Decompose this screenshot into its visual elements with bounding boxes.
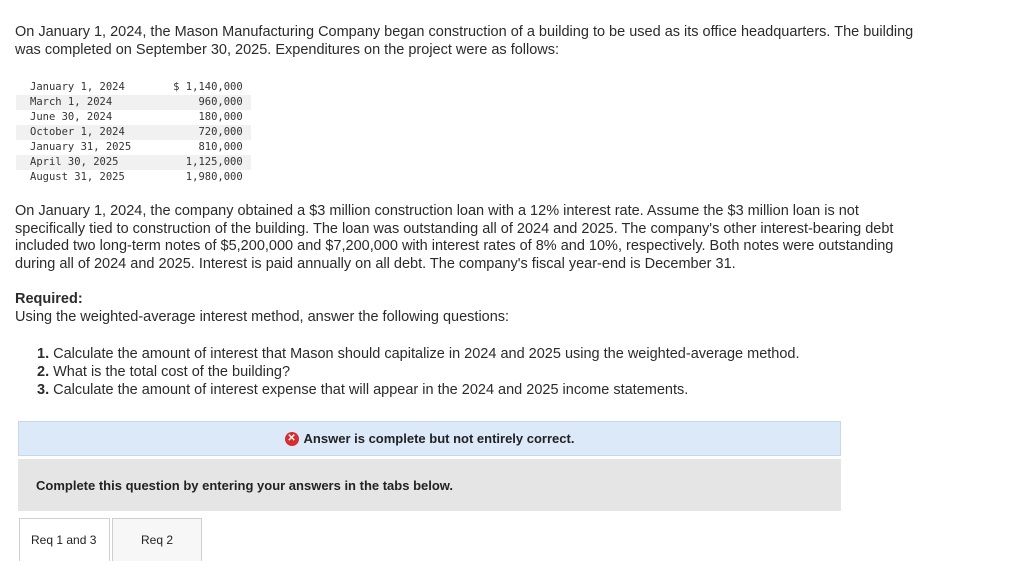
table-row bbox=[16, 95, 251, 110]
question-text: What is the total cost of the building? bbox=[53, 364, 291, 380]
expenditure-amount: 1,125,000 bbox=[139, 155, 251, 170]
expenditure-date: January 31, 2025 bbox=[30, 141, 132, 153]
expenditure-amount: 180,000 bbox=[198, 111, 243, 123]
expenditure-date: January 1, 2024 bbox=[30, 81, 125, 93]
question-item bbox=[37, 345, 800, 363]
expenditure-amount: 960,000 bbox=[139, 95, 251, 110]
tab-req-1-and-3[interactable] bbox=[19, 518, 110, 561]
question-text: Calculate the amount of interest that Mason should capitalize in 2024 and 2025 using the weighted-average method. bbox=[53, 346, 800, 362]
question-number: 2. bbox=[37, 364, 50, 380]
tab-label: Req 1 and 3 bbox=[31, 533, 97, 547]
table-row bbox=[16, 170, 251, 185]
question-number: 1. bbox=[37, 346, 50, 362]
question-text: Calculate the amount of interest expense that will appear in the 2024 and 2025 income statements. bbox=[53, 382, 689, 398]
instruction-text: Complete this question by entering your answers in the tabs below. bbox=[36, 477, 454, 493]
expenditure-amount: 810,000 bbox=[198, 141, 243, 153]
expenditure-amount: 1,980,000 bbox=[185, 171, 243, 183]
question-list bbox=[37, 345, 800, 399]
table-row bbox=[16, 155, 251, 170]
answer-status-text: Answer is complete but not entirely correct. bbox=[303, 431, 575, 446]
question-item bbox=[37, 363, 800, 381]
tab-req-2[interactable] bbox=[112, 518, 202, 561]
tab-label: Req 2 bbox=[141, 533, 174, 547]
x-circle-icon: ✕ bbox=[285, 432, 299, 446]
problem-intro: On January 1, 2024, the Mason Manufacturing Company began construction of a building to be used as its office headquarters. The building was completed on September 30, 2025. Expenditures on the project were as follows: bbox=[15, 24, 914, 58]
question-number: 3. bbox=[37, 382, 50, 398]
expenditure-date: June 30, 2024 bbox=[30, 111, 113, 123]
table-row bbox=[16, 125, 251, 140]
required-text: Using the weighted-average interest method, answer the following questions: bbox=[15, 309, 510, 325]
expenditure-amount: $ 1,140,000 bbox=[173, 81, 243, 93]
expenditure-date: October 1, 2024 bbox=[16, 125, 139, 140]
instruction-box bbox=[18, 459, 841, 511]
required-heading: Required: bbox=[15, 291, 83, 307]
answer-status-banner bbox=[18, 421, 841, 456]
expenditure-amount: 720,000 bbox=[139, 125, 251, 140]
table-row bbox=[16, 80, 251, 95]
question-item bbox=[37, 381, 800, 399]
expenditure-date: March 1, 2024 bbox=[16, 95, 139, 110]
expenditure-date: August 31, 2025 bbox=[30, 171, 125, 183]
expenditures-table bbox=[16, 80, 251, 185]
table-row bbox=[16, 140, 251, 155]
table-row bbox=[16, 110, 251, 125]
expenditure-date: April 30, 2025 bbox=[16, 155, 139, 170]
loan-paragraph: On January 1, 2024, the company obtained a $3 million construction loan with a 12% interest rate. Assume the $3 million loan is not specifically tied to construction of the building. The loan was outstanding all of 2024 and 2025. The company's other interest-bearing debt included two long-term notes of $5,200,000 and $7,200,000 with interest rates of 8% and 10%, respectively. Both notes were outstanding during all of 2024 and 2025. Interest is paid annually on all debt. The company's fiscal year-end is December 31. bbox=[15, 203, 894, 272]
